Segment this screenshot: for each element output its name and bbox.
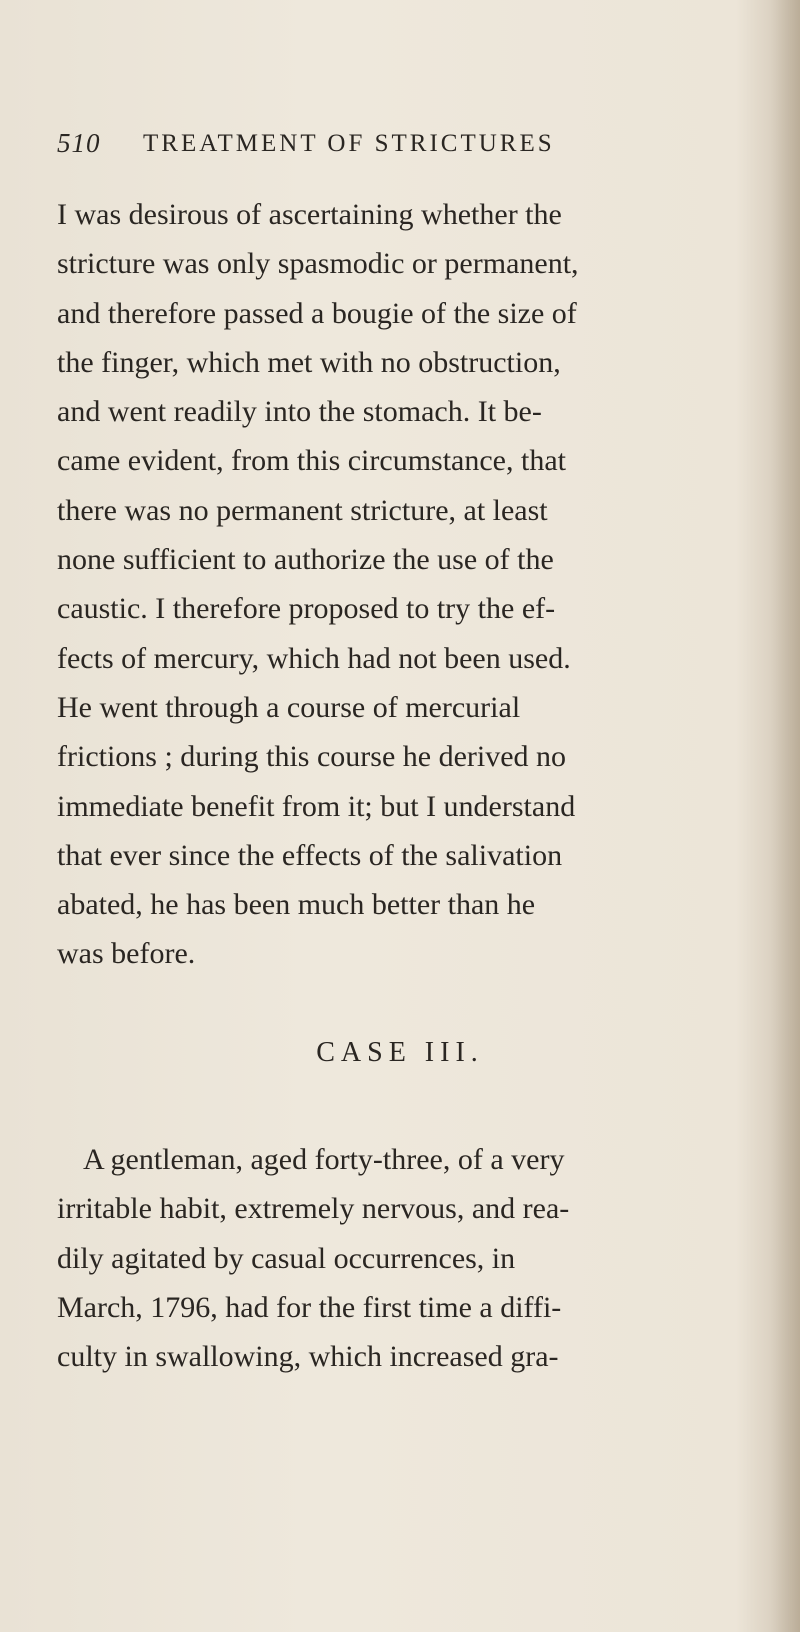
text-line: irritable habit, extremely nervous, and rea-	[57, 1192, 570, 1226]
text-line: fects of mercury, which had not been used.	[57, 641, 571, 675]
text-line: abated, he has been much better than he	[57, 888, 536, 922]
text-line: the finger, which met with no obstruction,	[57, 345, 561, 379]
text-line: there was no permanent stricture, at least	[57, 493, 548, 527]
paragraph-1	[57, 190, 757, 979]
running-title: TREATMENT OF STRICTURES	[143, 130, 555, 157]
text-line: stricture was only spasmodic or permanent,	[57, 247, 579, 281]
text-line: none sufficient to authorize the use of the	[57, 543, 554, 577]
running-head	[57, 128, 697, 164]
text-line: and went readily into the stomach. It be-	[57, 395, 542, 429]
text-line: He went through a course of mercurial	[57, 690, 521, 724]
text-line: March, 1796, had for the first time a diffi-	[57, 1290, 562, 1324]
text-line: A gentleman, aged forty-three, of a very	[83, 1143, 565, 1176]
text-line: frictions ; during this course he derived no	[57, 740, 567, 774]
text-line: came evident, from this circumstance, that	[57, 444, 566, 478]
text-line: I was desirous of ascertaining whether the	[57, 198, 562, 231]
text-line: and therefore passed a bougie of the size of	[57, 296, 577, 330]
text-line: dily agitated by casual occurrences, in	[57, 1241, 516, 1275]
paragraph-2	[57, 1135, 757, 1381]
text-line: culty in swallowing, which increased gra-	[57, 1340, 559, 1374]
page-edge-shadow	[770, 0, 800, 1632]
case-heading: CASE III.	[316, 1037, 484, 1068]
text-line: immediate benefit from it; but I understand	[57, 789, 576, 823]
text-line: was before.	[57, 937, 196, 971]
text-line: caustic. I therefore proposed to try the ef-	[57, 592, 556, 626]
page-number: 510	[57, 128, 101, 158]
text-line: that ever since the effects of the salivation	[57, 838, 563, 872]
